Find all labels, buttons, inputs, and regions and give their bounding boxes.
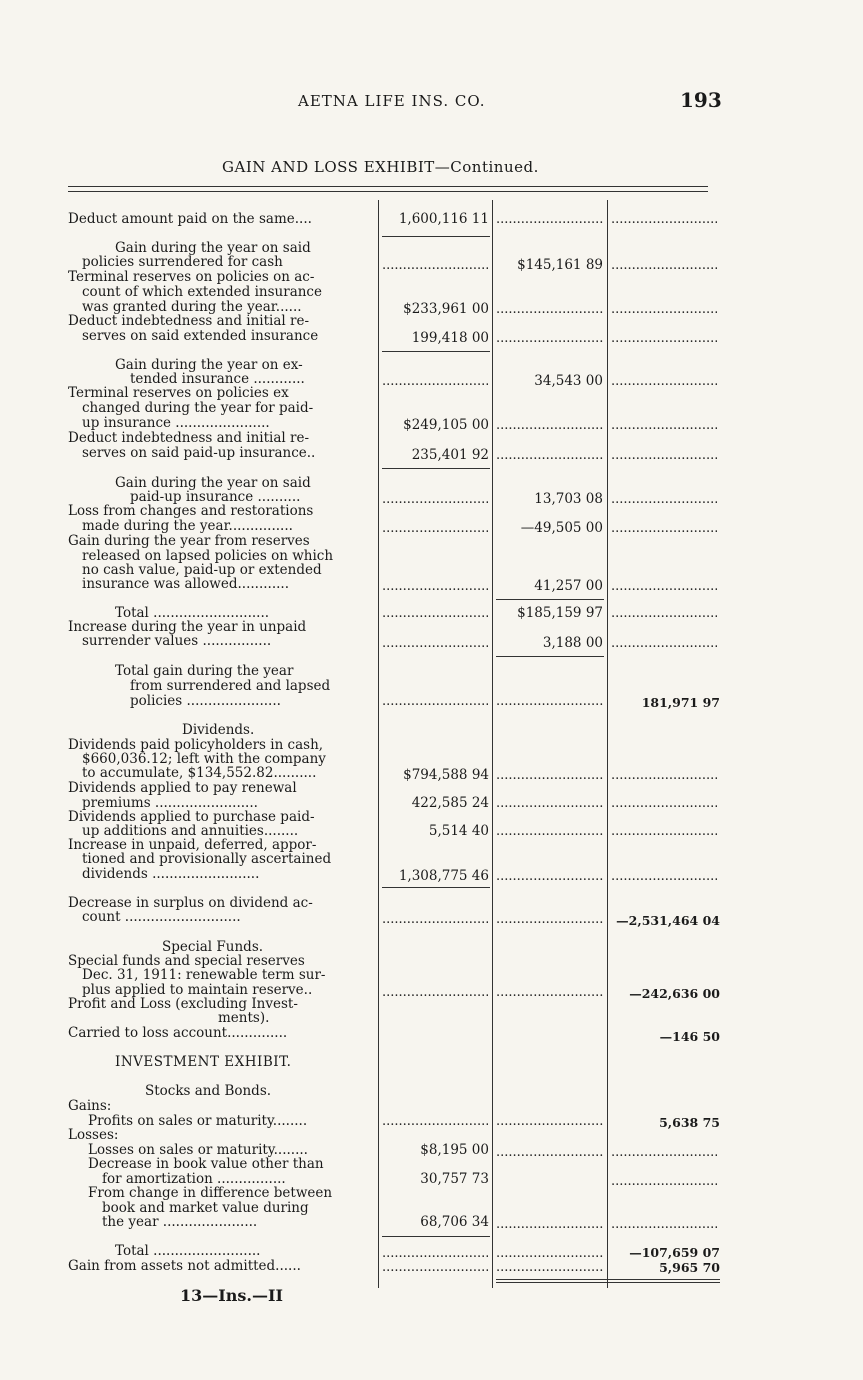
leader-dots <box>611 579 717 594</box>
leader-dots <box>496 768 604 783</box>
row-label: for amortization ................ <box>102 1171 286 1187</box>
amount-col2: 13,703 08 <box>534 491 603 507</box>
row-label: Deduct indebtedness and initial re- <box>68 430 310 446</box>
signature-mark: 13—Ins.—II <box>180 1286 283 1305</box>
leader-dots <box>496 1114 604 1129</box>
row-label: Gain from assets not admitted...... <box>68 1259 301 1274</box>
row-label: $660,036.12; left with the company <box>82 751 326 767</box>
leader-dots <box>382 579 488 594</box>
row-label: released on lapsed policies on which <box>82 548 334 564</box>
sum-rule <box>382 887 490 888</box>
top-rule-2 <box>68 191 708 192</box>
row-label: Carried to loss account.............. <box>68 1025 288 1041</box>
row-label: Total ........................... <box>115 606 270 621</box>
row-label: made during the year............... <box>82 518 293 534</box>
leader-dots <box>496 694 604 709</box>
sum-rule <box>496 1279 720 1280</box>
amount-col3: —146 50 <box>659 1029 720 1044</box>
row-label: paid-up insurance .......... <box>130 489 301 505</box>
leader-dots <box>382 636 488 651</box>
leader-dots <box>496 824 604 839</box>
leader-dots <box>611 1174 717 1189</box>
leader-dots <box>496 912 604 927</box>
amount-col1: 5,514 40 <box>428 823 489 839</box>
sum-rule <box>382 351 490 352</box>
amount-col3: 5,638 75 <box>659 1115 720 1130</box>
row-label: count ........................... <box>82 909 241 925</box>
amount-col1: 199,418 00 <box>411 330 489 346</box>
row-label: changed during the year for paid- <box>82 400 314 416</box>
leader-dots <box>611 374 717 389</box>
leader-dots <box>496 1246 604 1261</box>
amount-col1: $794,588 94 <box>403 767 489 783</box>
leader-dots <box>496 331 604 346</box>
sum-rule <box>496 599 604 600</box>
column-divider-2 <box>492 200 493 1288</box>
row-label: ments). <box>218 1010 270 1026</box>
amount-col2: $145,161 89 <box>517 257 603 273</box>
sum-rule <box>382 468 490 469</box>
amount-col2: —49,505 00 <box>520 520 603 536</box>
leader-dots <box>611 492 717 507</box>
row-label: count of which extended insurance <box>82 284 322 300</box>
amount-col1: 422,585 24 <box>411 795 489 811</box>
column-divider-3 <box>607 200 608 1288</box>
row-label: Deduct indebtedness and initial re- <box>68 313 310 329</box>
amount-col1: $249,105 00 <box>403 417 489 433</box>
row-label: serves on said extended insurance <box>82 328 319 344</box>
leader-dots <box>496 1145 604 1160</box>
row-label: serves on said paid-up insurance.. <box>82 445 316 461</box>
section-heading: Special Funds. <box>162 939 264 955</box>
leader-dots <box>496 796 604 811</box>
row-label: up insurance ...................... <box>82 415 270 431</box>
page-number: 193 <box>680 88 722 112</box>
row-label: Profit and Loss (excluding Invest- <box>68 996 298 1012</box>
row-label: Decrease in surplus on dividend ac- <box>68 895 313 911</box>
leader-dots <box>382 1246 488 1261</box>
leader-dots <box>382 912 488 927</box>
leader-dots <box>382 1114 488 1129</box>
row-label: Gain during the year on said <box>115 240 311 256</box>
sum-rule <box>496 656 604 657</box>
row-label: Profits on sales or maturity........ <box>88 1114 308 1129</box>
leader-dots <box>496 869 604 884</box>
gains-label: Gains: <box>68 1098 112 1114</box>
leader-dots <box>382 985 488 1000</box>
row-label: Terminal reserves on policies on ac- <box>68 269 315 285</box>
leader-dots <box>611 258 717 273</box>
exhibit-title: GAIN AND LOSS EXHIBIT—Continued. <box>222 158 539 176</box>
leader-dots <box>496 448 604 463</box>
leader-dots <box>611 1217 717 1232</box>
leader-dots <box>496 418 604 433</box>
amount-col3: —242,636 00 <box>629 986 720 1001</box>
row-label: policies surrendered for cash <box>82 254 283 270</box>
row-label: book and market value during <box>102 1200 309 1216</box>
leader-dots <box>611 331 717 346</box>
amount-col2: $185,159 97 <box>517 605 603 621</box>
row-label: Gain during the year on said <box>115 475 311 491</box>
leader-dots <box>611 824 717 839</box>
leader-dots <box>382 694 488 709</box>
losses-label: Losses: <box>68 1127 119 1143</box>
amount-col1: 1,308,775 46 <box>398 868 489 884</box>
row-label: Dividends paid policyholders in cash, <box>68 737 324 753</box>
amount-col3: —2,531,464 04 <box>616 913 720 928</box>
row-label: was granted during the year...... <box>82 299 302 315</box>
row-label: Total ......................... <box>115 1244 261 1259</box>
row-label: premiums ........................ <box>82 795 258 811</box>
leader-dots <box>611 1145 717 1160</box>
sum-rule <box>382 1236 490 1237</box>
leader-dots <box>611 768 717 783</box>
amount-col3: 181,971 97 <box>641 695 720 710</box>
column-divider-1 <box>378 200 379 1288</box>
leader-dots <box>382 1260 488 1275</box>
top-rule <box>68 186 708 187</box>
row-label: Increase in unpaid, deferred, appor- <box>68 837 317 853</box>
leader-dots <box>496 1260 604 1275</box>
row-label: plus applied to maintain reserve.. <box>82 982 313 998</box>
leader-dots <box>611 212 717 227</box>
row-label: tioned and provisionally ascertained <box>82 851 332 867</box>
leader-dots <box>496 212 604 227</box>
leader-dots <box>382 521 488 536</box>
row-label: Dividends applied to purchase paid- <box>68 809 315 825</box>
row-label: Terminal reserves on policies ex <box>68 385 289 401</box>
leader-dots <box>611 521 717 536</box>
company-title: AETNA LIFE INS. CO. <box>298 92 486 110</box>
row-label: Gain during the year on ex- <box>115 357 303 373</box>
amount-col3: 5,965 70 <box>659 1260 720 1275</box>
sum-rule <box>382 236 490 237</box>
leader-dots <box>496 1217 604 1232</box>
row-label: the year ...................... <box>102 1214 258 1230</box>
leader-dots <box>382 258 488 273</box>
row-label: up additions and annuities........ <box>82 823 299 839</box>
amount-col1: 30,757 73 <box>420 1171 489 1187</box>
row-label: Special funds and special reserves <box>68 953 305 969</box>
leader-dots <box>611 796 717 811</box>
leader-dots <box>611 869 717 884</box>
amount-col1: $233,961 00 <box>403 301 489 317</box>
section-heading: Stocks and Bonds. <box>145 1083 272 1099</box>
section-heading: INVESTMENT EXHIBIT. <box>115 1054 292 1070</box>
amount-col1: $8,195 00 <box>420 1142 489 1158</box>
leader-dots <box>382 492 488 507</box>
sum-rule <box>496 1282 720 1283</box>
row-label: from surrendered and lapsed <box>130 678 331 694</box>
row-label: Total gain during the year <box>115 663 294 679</box>
row-label: tended insurance ............ <box>130 371 305 387</box>
leader-dots <box>611 448 717 463</box>
row-label: dividends ......................... <box>82 866 260 882</box>
leader-dots <box>382 374 488 389</box>
amount-col3: —107,659 07 <box>629 1245 720 1260</box>
amount-col1: 68,706 34 <box>420 1214 489 1230</box>
leader-dots <box>611 606 717 621</box>
row-label: surrender values ................ <box>82 633 272 649</box>
row-label: insurance was allowed............ <box>82 576 289 592</box>
row-label: Dividends applied to pay renewal <box>68 780 297 796</box>
amount-col1: 1,600,116 11 <box>398 211 489 227</box>
amount-col1: 235,401 92 <box>411 447 489 463</box>
leader-dots <box>611 302 717 317</box>
amount-col2: 3,188 00 <box>542 635 603 651</box>
row-label: no cash value, paid-up or extended <box>82 562 322 578</box>
row-label: From change in difference between <box>88 1185 333 1201</box>
row-label: Losses on sales or maturity........ <box>88 1143 308 1158</box>
row-label: Increase during the year in unpaid <box>68 619 307 635</box>
row-label: Dec. 31, 1911: renewable term sur- <box>82 967 326 983</box>
leader-dots <box>611 636 717 651</box>
amount-col2: 34,543 00 <box>534 373 603 389</box>
section-heading: Dividends. <box>182 722 255 738</box>
row-label: Loss from changes and restorations <box>68 503 314 519</box>
leader-dots <box>382 606 488 621</box>
row-label: to accumulate, $134,552.82.......... <box>82 765 317 781</box>
leader-dots <box>496 985 604 1000</box>
row-label: policies ...................... <box>130 693 281 709</box>
amount-col2: 41,257 00 <box>534 578 603 594</box>
row-label: Deduct amount paid on the same.... <box>68 212 312 227</box>
leader-dots <box>496 302 604 317</box>
row-label: Decrease in book value other than <box>88 1156 324 1172</box>
leader-dots <box>611 418 717 433</box>
row-label: Gain during the year from reserves <box>68 533 310 549</box>
page-header <box>0 88 863 116</box>
